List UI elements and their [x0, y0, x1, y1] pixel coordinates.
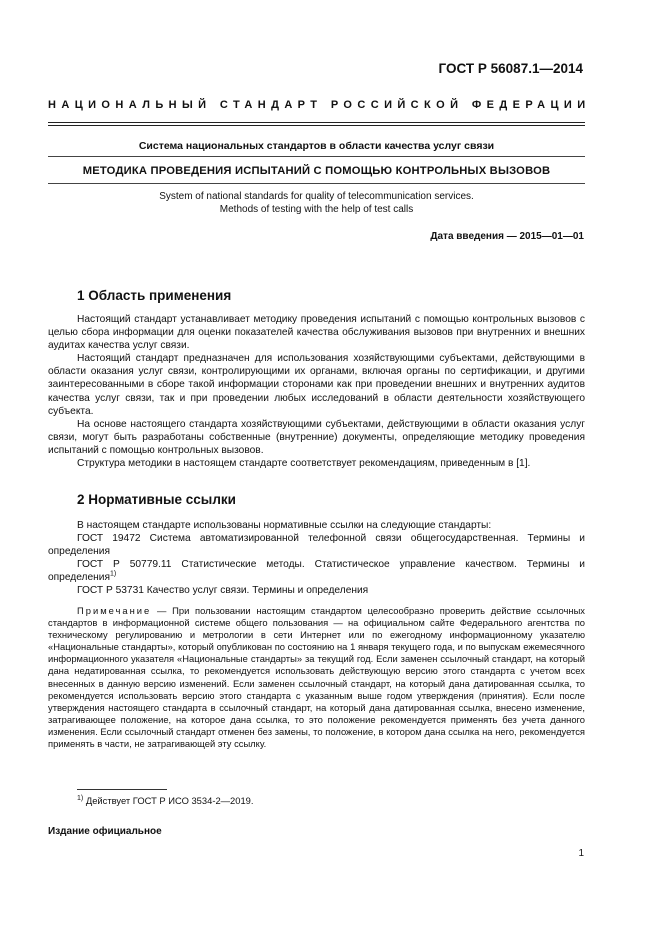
- section1-body: [48, 313, 585, 470]
- note-label: Примечание: [77, 605, 152, 616]
- note-text: — При пользовании настоящим стандартом целесообразно проверить действие ссылочных стандартов в информационной системе общего пользования — на официальном сайте Федерального агентства по техническому регулированию и метрологии в сети Интернет или по ежегодному информационному указателю «Национальные стандарты», который опубликован по состоянию на 1 января текущего года, и по выпускам ежемесячного информационного указателя «Национальные стандарты» за текущий год. Если заменен ссылочный стандарт, на который дана недатированная ссылка, то рекомендуется использовать действующую версию этого стандарта с учетом всех внесенных в данную версию изменений. Если заменен ссылочный стандарт, на который дана датированная ссылка, то рекомендуется использовать версию этого стандарта с указанным выше годом утверждения (принятия). Если после утверждения настоящего стандарта в ссылочный стандарт, на который дана датированная ссылка, внесено изменение, затрагивающее положение, на которое дана ссылка, то это положение рекомендуется применять без учета данного изменения. Если ссылочный стандарт отменен без замены, то положение, в котором дана ссылка на него, рекомендуется применять в части, не затрагивающей эту ссылку.: [48, 605, 585, 750]
- reference-gost-53731: ГОСТ Р 53731 Качество услуг связи. Термины и определения: [77, 585, 369, 597]
- section1-paragraph-3: На основе настоящего стандарта хозяйствующими субъектами, действующими в области оказания услуг связи, могут быть разработаны собственные (внутренние) документы, определяющие методику проведения испытаний с помощью контрольных вызовов.: [48, 418, 585, 456]
- note-block: [48, 605, 585, 750]
- national-standard-banner: НАЦИОНАЛЬНЫЙ СТАНДАРТ РОССИЙСКОЙ ФЕДЕРАЦИИ: [48, 99, 591, 111]
- introduction-date: Дата введения — 2015—01—01: [430, 231, 584, 242]
- section2-intro: В настоящем стандарте использованы нормативные ссылки на следующие стандарты:: [77, 520, 492, 531]
- english-title: [48, 191, 585, 216]
- footnote-rule: [77, 789, 167, 790]
- reference-gost-19472: ГОСТ 19472 Система автоматизированной телефонной связи общегосударственная. Термины и определения: [48, 533, 585, 558]
- document-code: ГОСТ Р 56087.1—2014: [438, 61, 583, 76]
- section1-heading: 1 Область применения: [77, 288, 232, 303]
- reference-gost-50779-11: [48, 558, 585, 584]
- method-title: МЕТОДИКА ПРОВЕДЕНИЯ ИСПЫТАНИЙ С ПОМОЩЬЮ КОНТРОЛЬНЫХ ВЫЗОВОВ: [82, 165, 551, 177]
- page-number: 1: [578, 848, 584, 859]
- system-title: Система национальных стандартов в области качества услуг связи: [138, 140, 495, 152]
- title-separator-top: [48, 156, 585, 157]
- footnote-text: Действует ГОСТ Р ИСО 3534-2—2019.: [83, 795, 254, 806]
- official-edition-label: Издание официальное: [48, 826, 162, 837]
- section1-paragraph-2: Настоящий стандарт предназначен для использования хозяйствующими субъектами, действующими в области оказания услуг связи, контролирующими их органами, включая органы по сертификации, и другими заинтересованными в сборе такой информации сторонами как при проведении внешних и внутренних аудитов качества услуг связи, так и при проведении любых исследований в области деятельности хозяйствующего субъекта.: [48, 353, 585, 417]
- footnote-mark: 1): [77, 794, 84, 802]
- section2-body: [48, 519, 585, 598]
- reference-gost-50779-11-text: ГОСТ Р 50779.11 Статистические методы. Статистическое управление качеством. Термины и определения: [48, 559, 585, 584]
- title-separator-bottom: [48, 183, 585, 184]
- section2-heading: 2 Нормативные ссылки: [77, 492, 236, 507]
- footnote: [77, 795, 254, 806]
- english-title-line1: System of national standards for quality of telecommunication services.: [159, 191, 474, 202]
- english-title-line2: Methods of testing with the help of test calls: [219, 203, 414, 215]
- header-double-rule: [48, 122, 585, 126]
- section1-paragraph-1: Настоящий стандарт устанавливает методику проведения испытаний с помощью контрольных вызовов с целью сбора информации для оценки показателей качества обслуживания вызовов при внутренних и внешних аудитах качества услуг связи.: [48, 314, 585, 352]
- footnote-marker[interactable]: 1): [110, 570, 117, 578]
- section1-paragraph-4: Структура методики в настоящем стандарте соответствует рекомендациям, приведенным в [1].: [77, 458, 531, 470]
